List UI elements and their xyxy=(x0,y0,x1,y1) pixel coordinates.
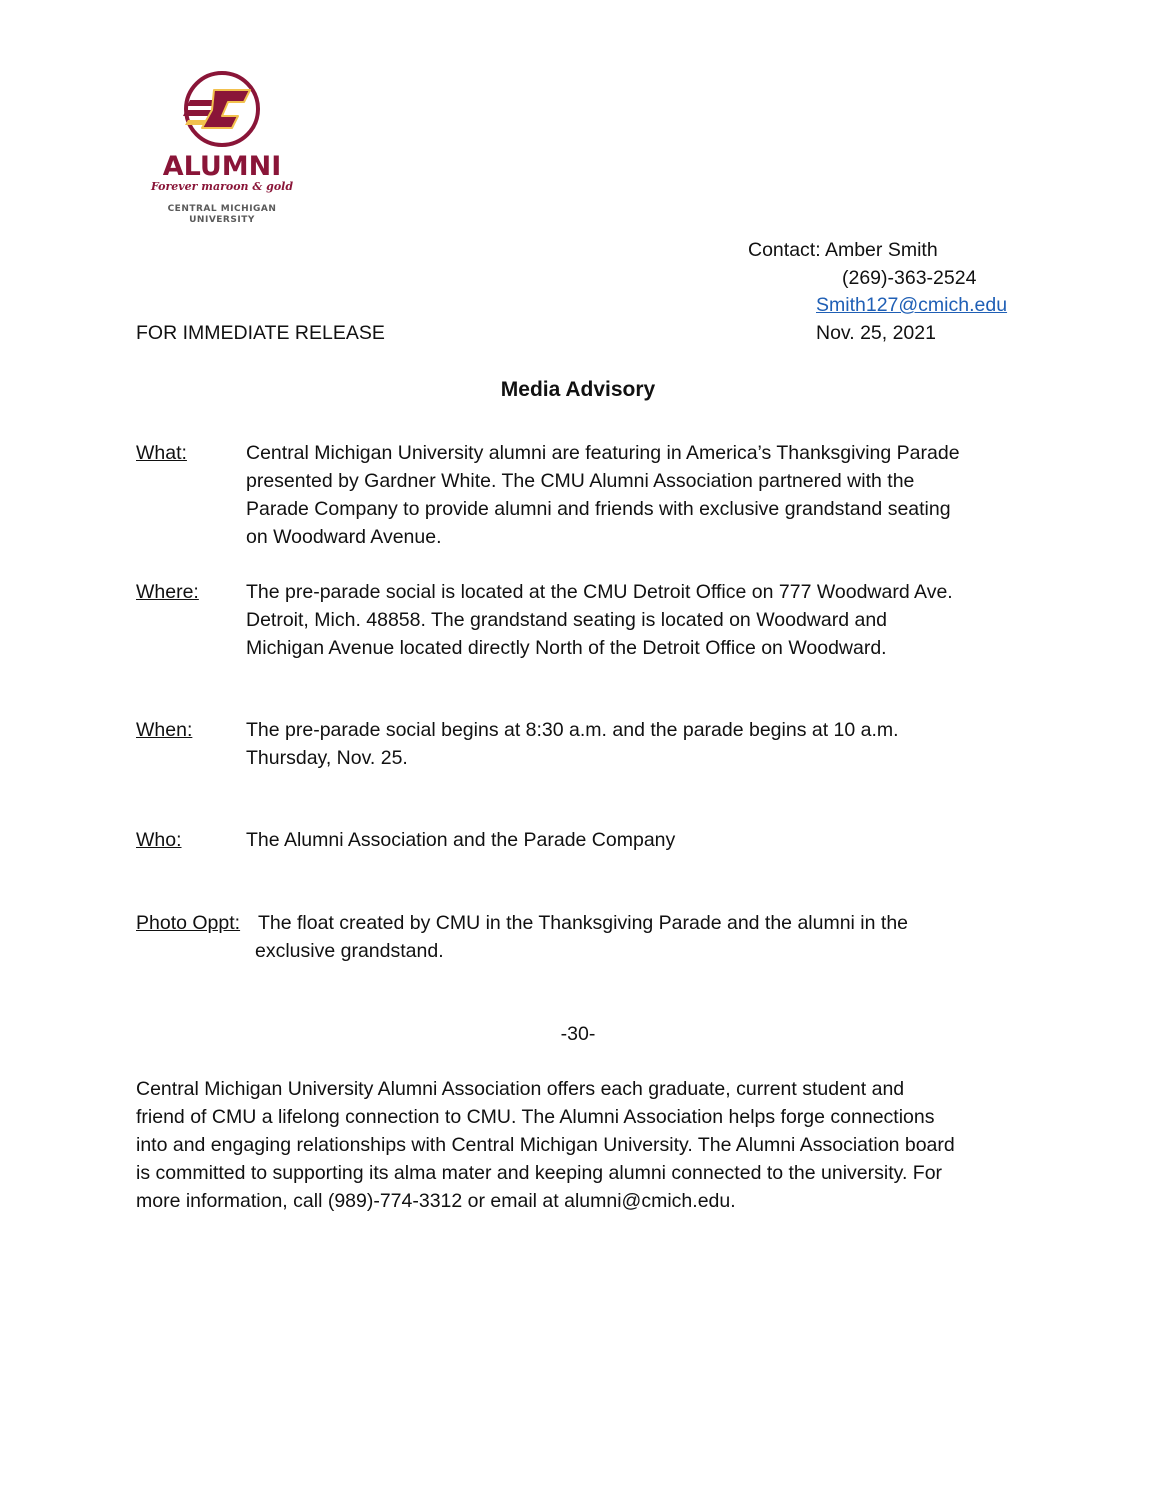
boilerplate-paragraph xyxy=(136,1075,955,1215)
what-line: presented by Gardner White. The CMU Alumni Association partnered with the xyxy=(246,470,915,492)
where-line: The pre-parade social is located at the CMU Detroit Office on 777 Woodward Ave. xyxy=(246,581,953,603)
logo-university xyxy=(150,204,294,226)
photo-label: Photo Oppt: xyxy=(136,912,241,934)
what-label: What: xyxy=(136,442,187,464)
release-date: Nov. 25, 2021 xyxy=(816,322,936,344)
contact-email-link[interactable]: Smith127@cmich.edu xyxy=(816,294,1008,316)
who-label: Who: xyxy=(136,829,182,851)
logo-university-line2: UNIVERSITY xyxy=(189,215,255,225)
where-label: Where: xyxy=(136,581,199,603)
photo-body xyxy=(255,909,909,965)
who-body xyxy=(246,826,675,854)
cmu-c-emblem-icon xyxy=(150,70,294,150)
when-line: The pre-parade social begins at 8:30 a.m. and the parade begins at 10 a.m. xyxy=(246,719,899,741)
boilerplate-line: into and engaging relationships with Central Michigan University. The Alumni Association board xyxy=(136,1134,955,1156)
boilerplate-line: friend of CMU a lifelong connection to CMU. The Alumni Association helps forge connections xyxy=(136,1106,935,1128)
photo-line: The float created by CMU in the Thanksgiving Parade and the alumni in the xyxy=(258,912,909,934)
where-body xyxy=(246,578,953,662)
when-body xyxy=(246,716,899,772)
page-title: Media Advisory xyxy=(500,378,656,401)
logo-title: ALUMNI xyxy=(162,151,282,182)
boilerplate-line: is committed to supporting its alma mater and keeping alumni connected to the university. For xyxy=(136,1162,943,1184)
logo-tagline: Forever maroon & gold xyxy=(150,180,294,193)
who-line: The Alumni Association and the Parade Company xyxy=(246,829,676,851)
boilerplate-line: more information, call (989)-774-3312 or email at alumni@cmich.edu. xyxy=(136,1190,736,1212)
boilerplate-line: Central Michigan University Alumni Association offers each graduate, current student and xyxy=(136,1078,905,1100)
cmu-alumni-logo xyxy=(150,70,294,230)
when-line: Thursday, Nov. 25. xyxy=(246,747,408,769)
where-line: Detroit, Mich. 48858. The grandstand seating is located on Woodward and xyxy=(246,609,888,631)
contact-name: Contact: Amber Smith xyxy=(748,239,938,261)
logo-university-line1: CENTRAL MICHIGAN xyxy=(167,204,277,214)
what-line: Parade Company to provide alumni and friends with exclusive grandstand seating xyxy=(246,498,951,520)
what-body xyxy=(246,439,960,551)
photo-line: exclusive grandstand. xyxy=(255,940,444,962)
release-label: FOR IMMEDIATE RELEASE xyxy=(136,322,385,344)
what-line: Central Michigan University alumni are featuring in America’s Thanksgiving Parade xyxy=(246,442,960,464)
end-marker: -30- xyxy=(560,1023,596,1045)
when-label: When: xyxy=(136,719,193,741)
where-line: Michigan Avenue located directly North of the Detroit Office on Woodward. xyxy=(246,637,887,659)
contact-phone: (269)-363-2524 xyxy=(842,267,977,289)
what-line: on Woodward Avenue. xyxy=(246,526,442,548)
